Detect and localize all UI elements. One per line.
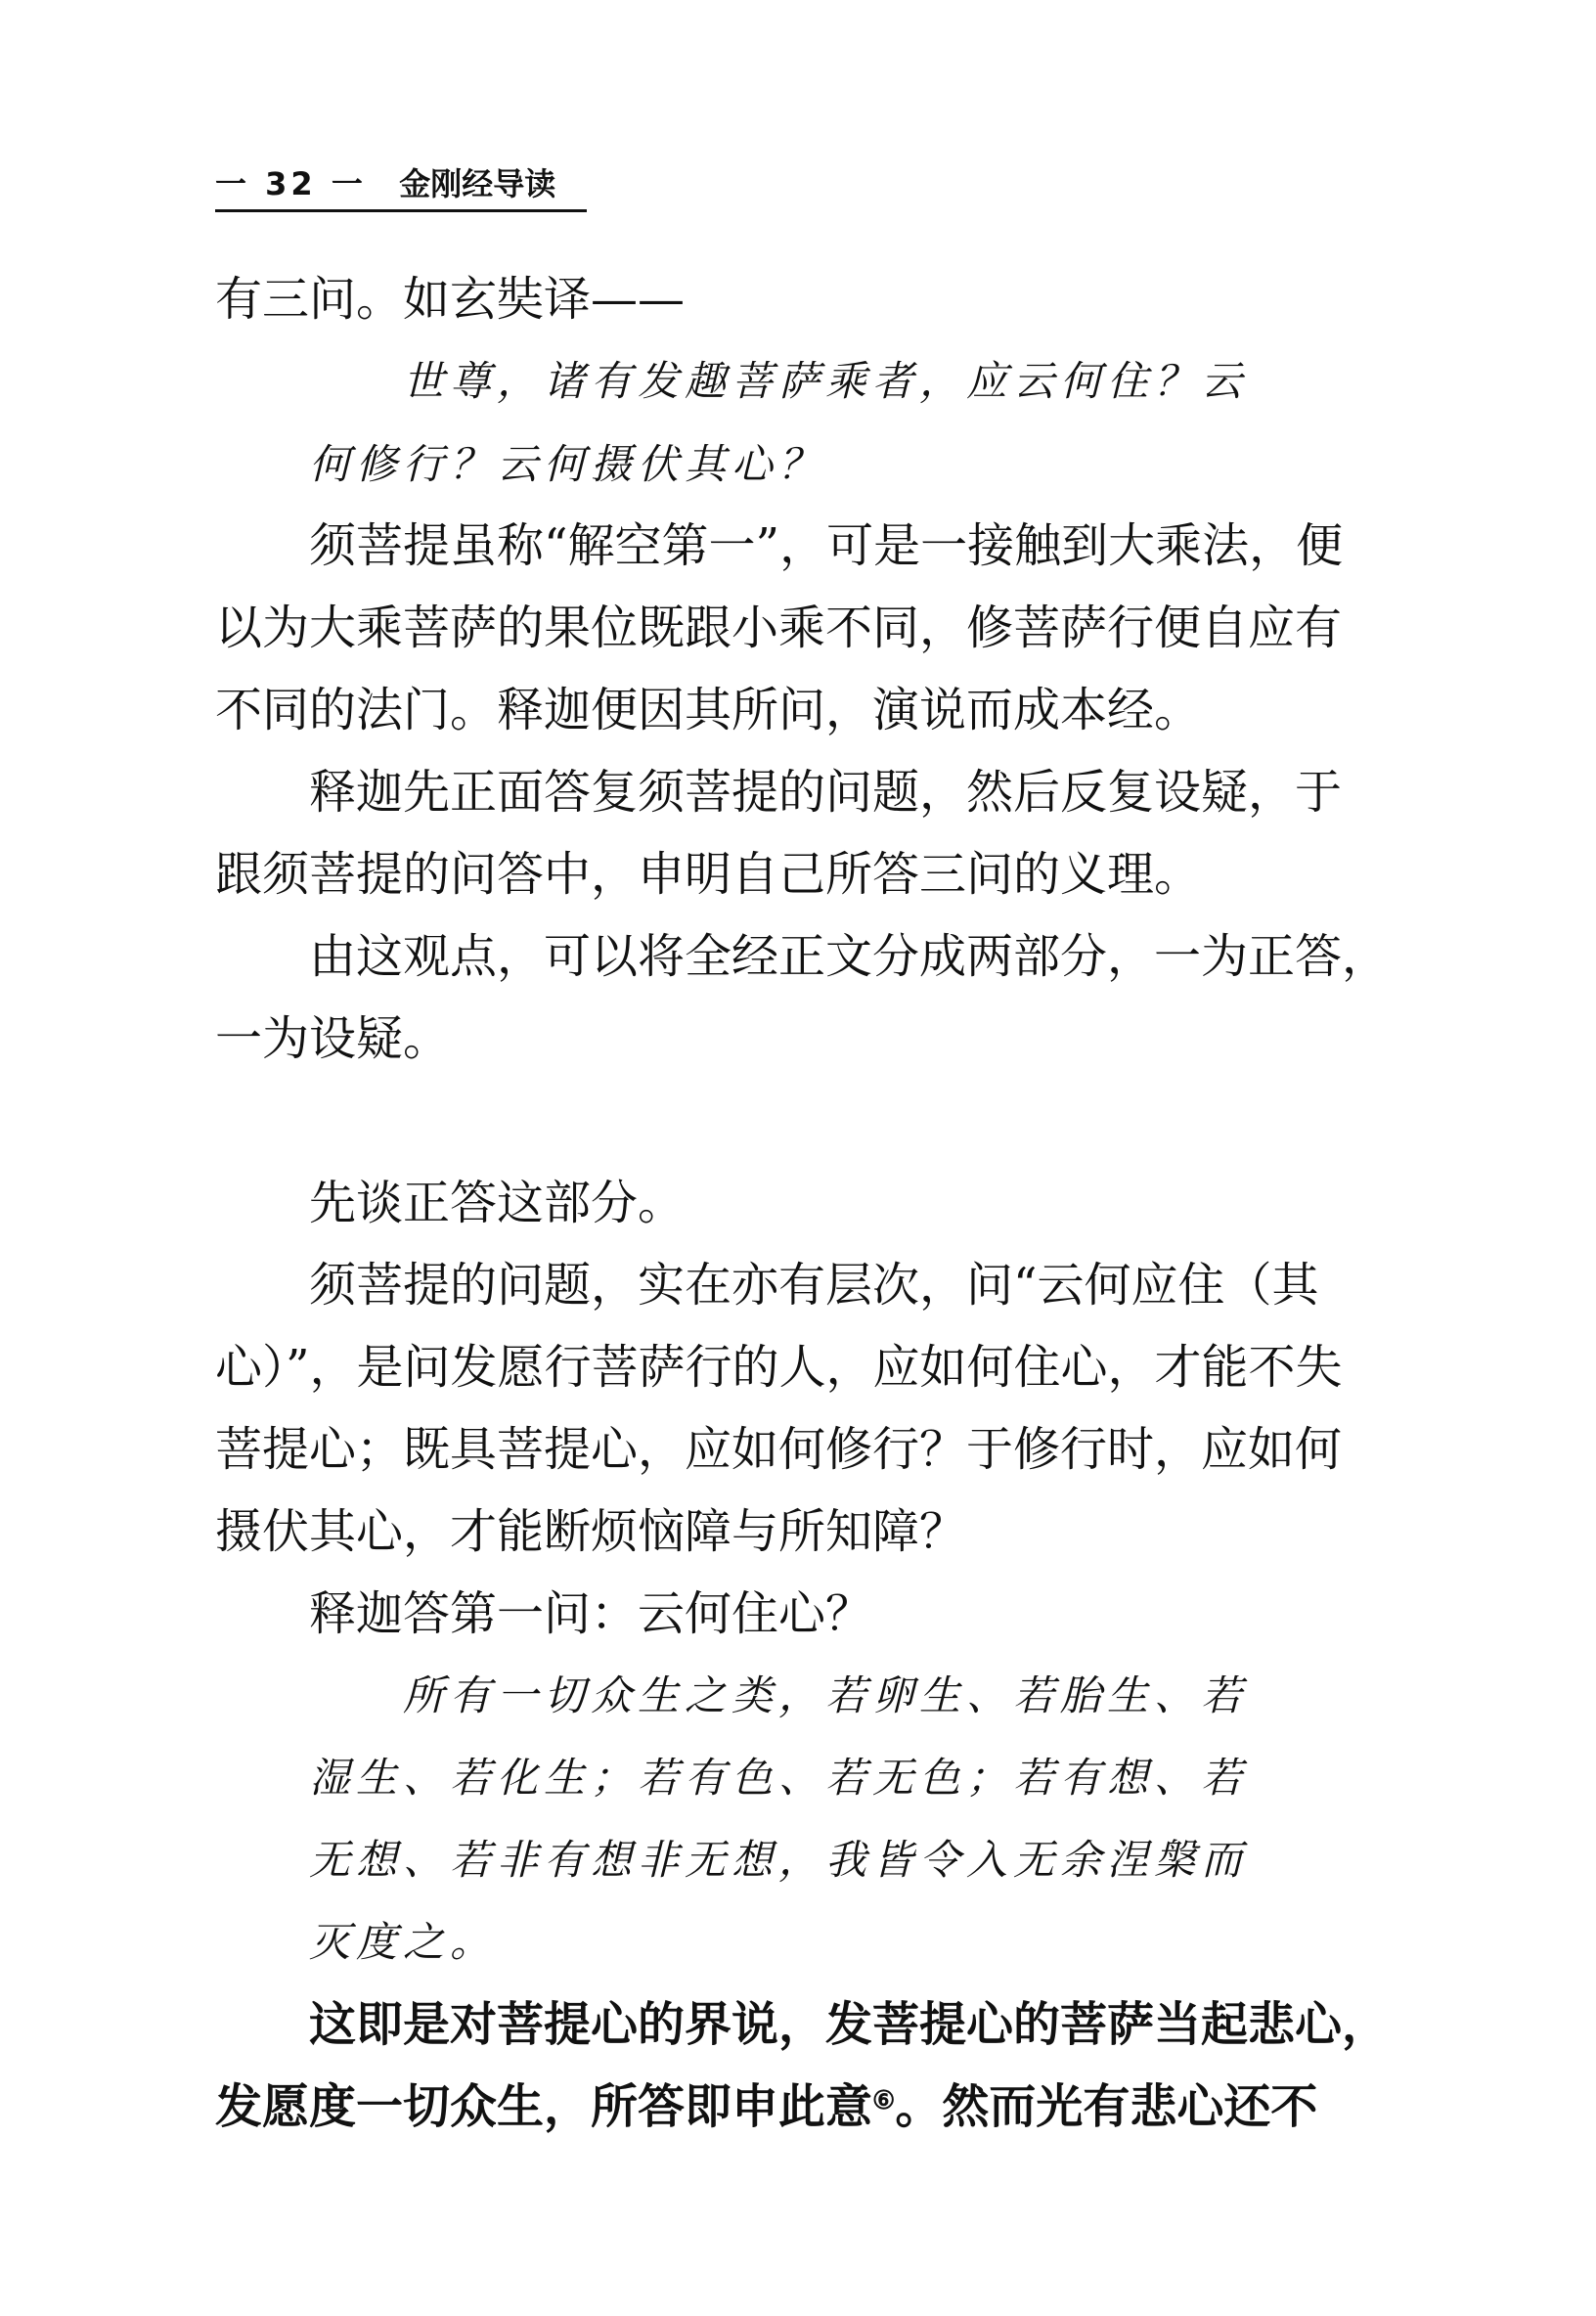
book-title: 金刚经导读 xyxy=(399,165,556,202)
text-line: 一为设疑。 xyxy=(215,1011,451,1066)
text-line: 须菩提虽称“解空第一”，可是一接触到大乘法，便 xyxy=(309,518,1344,573)
quote-line: 无想、若非有想非无想，我皆令入无余涅槃而 xyxy=(309,1836,1249,1884)
quote-line: 世尊，诸有发趣菩萨乘者，应云何住？云 xyxy=(403,357,1249,405)
quote-line: 湿生、若化生；若有色、若无色；若有想、若 xyxy=(309,1754,1249,1802)
page-number: 一 32 一 xyxy=(215,165,367,202)
text-fragment: 发愿度一切众生，所答即申此意 xyxy=(215,2079,873,2134)
text-line: 不同的法门。释迦便因其所问，演说而成本经。 xyxy=(215,683,1202,737)
quote-line: 所有一切众生之类，若卵生、若胎生、若 xyxy=(403,1671,1249,1719)
text-line xyxy=(215,2077,1408,2136)
text-line: 摄伏其心，才能断烦恼障与所知障？ xyxy=(215,1504,967,1559)
text-line: 须菩提的问题，实在亦有层次，问“云何应住（其 xyxy=(309,1258,1319,1313)
text-line: 由这观点，可以将全经正文分成两部分，一为正答， xyxy=(309,929,1390,984)
text-line: 先谈正答这部分。 xyxy=(309,1176,686,1230)
text-fragment: 。然而光有悲心还不 xyxy=(895,2079,1318,2134)
footnote-marker[interactable]: ⑥ xyxy=(872,2086,896,2116)
running-header xyxy=(215,164,587,212)
text-line: 这即是对菩提心的界说，发菩提心的菩萨当起悲心， xyxy=(309,1997,1390,2052)
text-line: 菩提心；既具菩提心，应如何修行？于修行时，应如何 xyxy=(215,1422,1343,1477)
text-line: 释迦答第一问：云何住心？ xyxy=(309,1586,873,1641)
text-line: 以为大乘菩萨的果位既跟小乘不同，修菩萨行便自应有 xyxy=(215,601,1343,655)
text-line: 有三问。如玄奘译—— xyxy=(215,272,686,327)
text-line: 跟须菩提的问答中，申明自己所答三问的义理。 xyxy=(215,847,1202,902)
quote-line: 灭度之。 xyxy=(309,1918,498,1966)
quote-line: 何修行？云何摄伏其心？ xyxy=(309,440,826,488)
text-line: 释迦先正面答复须菩提的问题，然后反复设疑，于 xyxy=(309,765,1343,820)
text-line: 心）”，是问发愿行菩萨行的人，应如何住心，才能不失 xyxy=(215,1340,1343,1395)
